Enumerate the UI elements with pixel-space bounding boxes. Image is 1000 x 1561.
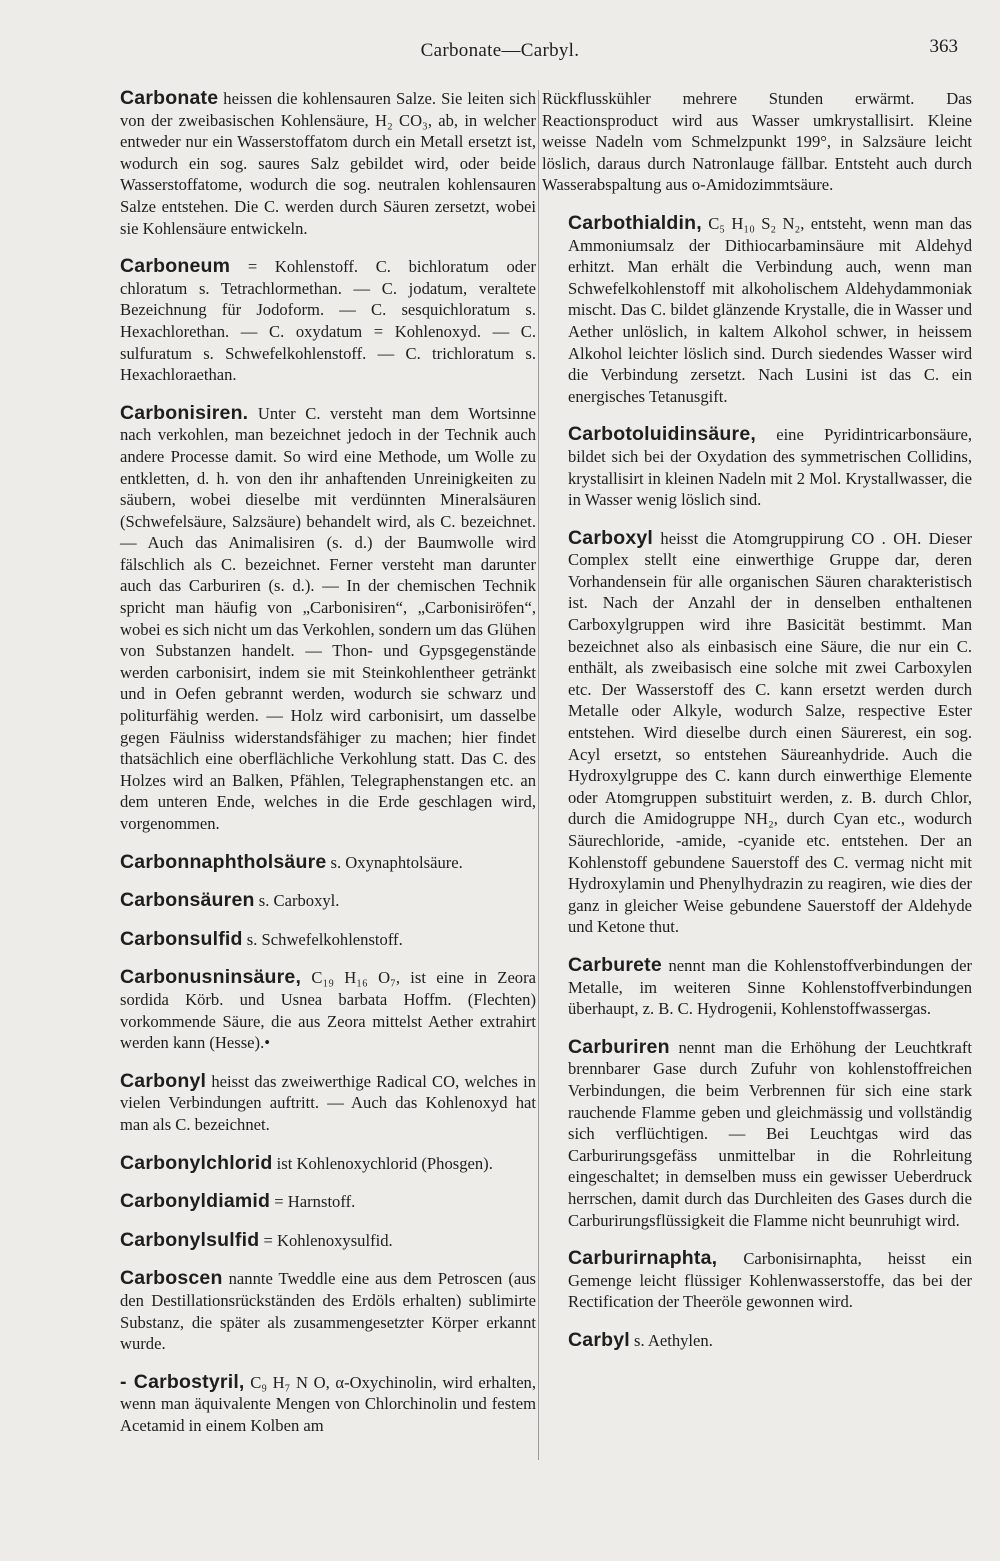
entry-text: = Harnstoff. bbox=[270, 1192, 356, 1212]
entry-text: nannte Tweddle eine aus dem Petroscen (aus den Destillationsrückständen des Erdöls erhalten) sublimirte Substanz, die später als zusammengesetzter Körper erkannt wurde. bbox=[120, 1269, 536, 1354]
entry-headword: Carburiren bbox=[568, 1035, 670, 1058]
entry bbox=[542, 1037, 972, 1231]
page-header bbox=[0, 36, 1000, 70]
entry-headword: Carboneum bbox=[120, 255, 231, 278]
entry-headword: - Carbostyril, bbox=[120, 1370, 245, 1393]
entry bbox=[94, 1071, 536, 1136]
entry-text: s. Schwefelkohlenstoff. bbox=[242, 929, 403, 949]
entry bbox=[542, 955, 972, 1020]
entry-text: heisst die Atomgruppirung CO . OH. Dieser Complex stellt eine einwerthige Gruppe dar, deren Vorhandensein für alle organischen Säuren charakteristisch ist. Nach der Anzahl der in denselben enthaltenen Carboxylgruppen wird ihre Basicität bestimmt. Man bezeichnet also als einbasisch eine Säure, die nur ein C. enthält, als zweibasisch eine solche mit zwei Carboxylen etc. Der Wasserstoff des C. kann ersetzt werden durch Metalle oder Alkyle, wodurch Salze, respective Ester entstehen. Wird dieselbe durch einen Säurerest, ein sog. Acyl ersetzt, so entstehen Säureanhydride. Auch die Hydroxylgruppe des C. kann durch einwerthige Elemente oder Atomgruppen substituirt werden, z. B. durch Chlor, durch die Amidogruppe NH₂, durch Cyan etc., wodurch Säurechloride, -amide, -cyanide etc. entstehen. Der an Kohlenstoff gebundene Sauerstoff des C. vermag nicht mit Hydroxylamin und Phenylhydrazin zu reagiren, wie dies der ganz in gleicher Weise gebundene Sauerstoff der Aldehyde und Ketone thut. bbox=[568, 528, 972, 937]
entry-headword: Carbonusninsäure, bbox=[120, 966, 302, 989]
entry-text: s. Aethylen. bbox=[629, 1330, 713, 1350]
entry-text: Carbonisirnaphta, heisst ein Gemenge leicht flüssiger Kohlenwasserstoffe, das bei der Rectification der Theeröle gewonnen wird. bbox=[568, 1249, 972, 1312]
entry-headword: Carburete bbox=[568, 953, 662, 976]
entry bbox=[94, 1268, 536, 1354]
entry-headword: Carbonate bbox=[120, 87, 219, 109]
entry-headword: Carbotoluidinsäure, bbox=[568, 423, 756, 446]
column-divider bbox=[538, 90, 539, 1460]
entry bbox=[542, 213, 972, 407]
entry-headword: Carbonyl bbox=[120, 1069, 207, 1092]
entry bbox=[542, 528, 972, 938]
left-column bbox=[94, 88, 536, 1453]
entry bbox=[94, 1153, 536, 1175]
entry-headword: Carboscen bbox=[120, 1267, 223, 1290]
entry bbox=[94, 1372, 536, 1437]
entry-text: eine Pyridintricarbonsäure, bildet sich bei der Oxydation des symmetrischen Collidins, krystallisirt in kleinen Nadeln mit 2 Mol. Krystallwasser, die in Wasser wenig löslich sind. bbox=[568, 425, 972, 510]
right-column bbox=[542, 88, 972, 1368]
entry bbox=[94, 256, 536, 386]
entry-continuation bbox=[542, 88, 972, 196]
entry-headword: Carbonsulfid bbox=[120, 927, 243, 950]
entry-headword: Carbothialdin, bbox=[568, 211, 702, 234]
entry-text: C₅ H₁₀ S₂ N₂, entsteht, wenn man das Ammoniumsalz der Dithiocarbaminsäure mit Aldehyd erhitzt. Man erhält die Verbindung auch, wenn man Schwefelkohlenstoff mit alkoholischem Aldehydammoniak mischt. Das C. bildet glänzende Krystalle, die in Wasser und Aether unlöslich, in kaltem Alkohol schwer, in heissem Alkohol leichter löslich sind. Durch siedendes Wasser wird die Verbindung zersetzt. Nach Lusini ist das C. ein energisches Tetanusgift. bbox=[568, 213, 972, 406]
entry-text: C₉ H₇ N O, α-Oxychinolin, wird erhalten, wenn man äquivalente Mengen von Chlorchinolin und festem Acetamid in einem Kolben am bbox=[120, 1372, 537, 1435]
entry bbox=[94, 890, 536, 912]
entry-text: = Kohlenstoff. C. bichloratum oder chloratum s. Tetrachlormethan. — C. jodatum, veraltete Bezeichnung für Jodoform. — C. sesquichloratum s. Hexachlorethan. — C. oxydatum = Kohlenoxyd. — C. sulfuratum s. Schwefelkohlenstoff. — C. trichloratum s. Hexachloraethan. bbox=[120, 257, 536, 385]
entry bbox=[542, 1248, 972, 1313]
entry-text: heisst das zweiwerthige Radical CO, welches in vielen Verbindungen auftritt. — Auch das Kohlenoxyd hat man als C. bezeichnet. bbox=[120, 1071, 536, 1134]
entry-headword: Carbyl bbox=[568, 1328, 630, 1351]
entry-text: C₁₉ H₁₆ O₇, ist eine in Zeora sordida Körb. und Usnea barbata Hoffm. (Flechten) vorkommende Säure, die aus Zeora mittelst Aether extrahirt werden kann (Hesse).• bbox=[120, 968, 536, 1053]
entry-text: ist Kohlenoxychlorid (Phosgen). bbox=[272, 1153, 493, 1173]
entry bbox=[94, 967, 536, 1053]
entry-text: Rückflusskühler mehrere Stunden erwärmt. Das Reactionsproduct wird aus Wasser umkrystallisirt. Kleine weisse Nadeln vom Schmelzpunkt 199°, in Salzsäure leicht löslich, daraus durch Natronlauge fällbar. Entsteht auch durch Wasserabspaltung aus o-Amidozimmtsäure. bbox=[542, 89, 972, 195]
entry-headword: Carbonisiren. bbox=[120, 401, 249, 424]
entry bbox=[94, 1191, 536, 1213]
entry-headword: Carbonyldiamid bbox=[120, 1190, 271, 1213]
entry-text: nennt man die Kohlenstoffverbindungen der Metalle, im weiteren Sinne Kohlenstoffverbindungen überhaupt, z. B. C. Hydrogenii, Kohlenstoffwassergas. bbox=[568, 955, 972, 1019]
entry-headword: Carbonylsulfid bbox=[120, 1228, 260, 1251]
running-title: Carbonate—Carbyl. bbox=[420, 40, 580, 61]
entry-text: Unter C. versteht man dem Wortsinne nach verkohlen, man bezeichnet jedoch in der Technik auch andere Processe damit. So wird eine Methode, um Wolle zu entkletten, d. h. von den ihr anhaftenden Unreinigkeiten zu säubern, wobei dieselbe mit verdünnten Mineralsäuren (Schwefelsäure, Salzsäure) behandelt wird, als C. bezeichnet. — Auch das Animalisiren (s. d.) der Baumwolle wird fälschlich als C. bezeichnet. Ferner versteht man darunter auch das Carburiren (s. d.). — In der chemischen Technik spricht man häufig von „Carbonisiren“, „Carbonisiröfen“, wobei es sich nicht um das Verkohlen, sondern um das Glühen von Substanzen handelt. — Thon- und Gypsgegenstände werden carbonisirt, indem sie mit Steinkohlentheer getränkt und in Oefen gebrannt werden, wodurch sie schwarz und politurfähig werden. — Holz wird carbonisirt, um dasselbe gegen Fäulniss widerstandsfähiger zu machen; hier findet thatsächlich eine oberflächliche Verkohlung statt. Das C. des Holzes wird an Balken, Pfählen, Telegraphenstangen etc. an dem unteren Ende, welches in die Erde geschlagen wird, vorgenommen. bbox=[120, 403, 536, 833]
entry bbox=[94, 1230, 536, 1252]
entry-text: nennt man die Erhöhung der Leuchtkraft brennbarer Gase durch Zufuhr von kohlenstoffreichen Verbindungen, die beim Verbrennen für sich eine stark rauchende Flamme geben und gleichmässig und vollständig sich verflüchtigen. — Bei Leuchtgas wird das Carburirungsgefäss unmittelbar in die Rohrleitung eingeschaltet; in demselben muss ein gewisser Ueberdruck herrschen, damit durch das Durchleiten des Gases durch die Carburirungsflüssigkeit die Flamme nicht beunruhigt wird. bbox=[568, 1037, 972, 1230]
entry-text: s. Oxynaphtolsäure. bbox=[326, 852, 463, 872]
entry bbox=[542, 1330, 972, 1352]
entry bbox=[94, 403, 536, 835]
entry-headword: Carboxyl bbox=[568, 526, 654, 549]
entry-text: heissen die kohlensauren Salze. Sie leiten sich von der zweibasischen Kohlensäure, H₂ CO₃, ab, in welcher entweder nur ein Wasserstoffatom durch ein Metall ersetzt ist, wodurch ein sog. saures Salz gebildet wird, oder beide Wasserstoffatome, wodurch die sog. neutralen kohlensauren Salze entstehen. Die C. werden durch Säuren zersetzt, wobei sie Kohlensäure entwickeln. bbox=[120, 89, 536, 238]
entry bbox=[542, 424, 972, 510]
entry bbox=[94, 852, 536, 874]
entry-headword: Carbonnaphtholsäure bbox=[120, 850, 327, 873]
entry bbox=[94, 88, 536, 239]
entry-headword: Carburirnaphta, bbox=[568, 1247, 718, 1270]
entry-text: = Kohlenoxysulfid. bbox=[259, 1230, 393, 1250]
entry-text: s. Carboxyl. bbox=[254, 891, 340, 911]
entry bbox=[94, 929, 536, 951]
entry-headword: Carbonsäuren bbox=[120, 889, 255, 912]
page-number: 363 bbox=[929, 36, 958, 57]
entry-headword: Carbonylchlorid bbox=[120, 1151, 273, 1174]
